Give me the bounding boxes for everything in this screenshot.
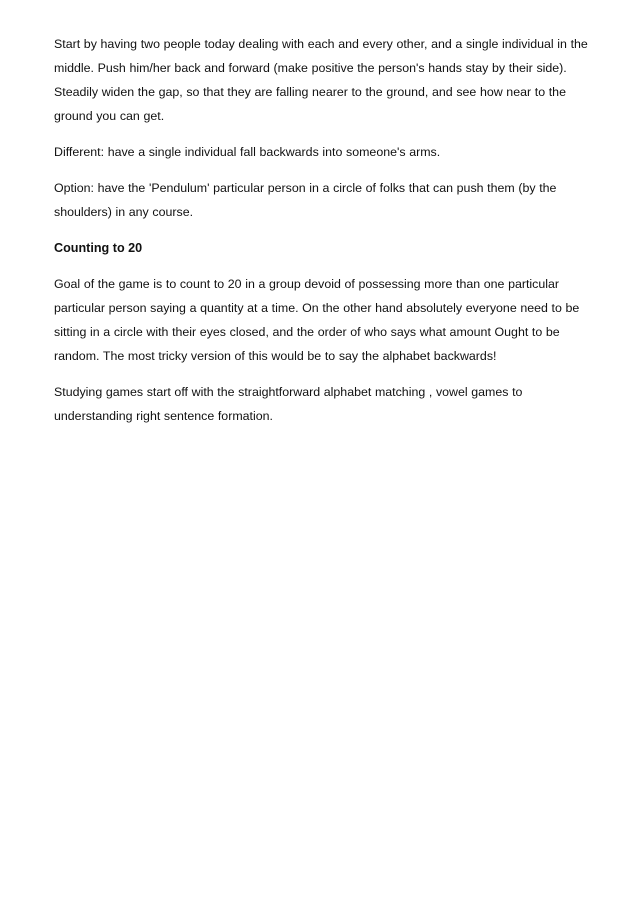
paragraph-studying-games: Studying games start off with the straightforward alphabet matching , vowel games to understanding right sentence formation.: [54, 385, 523, 423]
section-heading-counting: Counting to 20: [54, 241, 143, 255]
paragraph-option: Option: have the 'Pendulum' particular person in a circle of folks that can push them (by the shoulders) in any course.: [54, 181, 557, 219]
paragraph-counting-goal: Goal of the game is to count to 20 in a group devoid of possessing more than one particular particular person saying a quantity at a time. On the other hand absolutely everyone need to be sitting in a circle with their eyes closed, and the order of who says what amount Ought to be random. The most tricky version of this would be to say the alphabet backwards!: [54, 277, 580, 363]
paragraph-pendulum-intro: Start by having two people today dealing with each and every other, and a single individual in the middle. Push him/her back and forward (make positive the person's hands stay by their side). Steadily widen the gap, so that they are falling nearer to the ground, and see how near to the ground you can get.: [54, 37, 588, 123]
paragraph-different: Different: have a single individual fall backwards into someone's arms.: [54, 145, 441, 159]
